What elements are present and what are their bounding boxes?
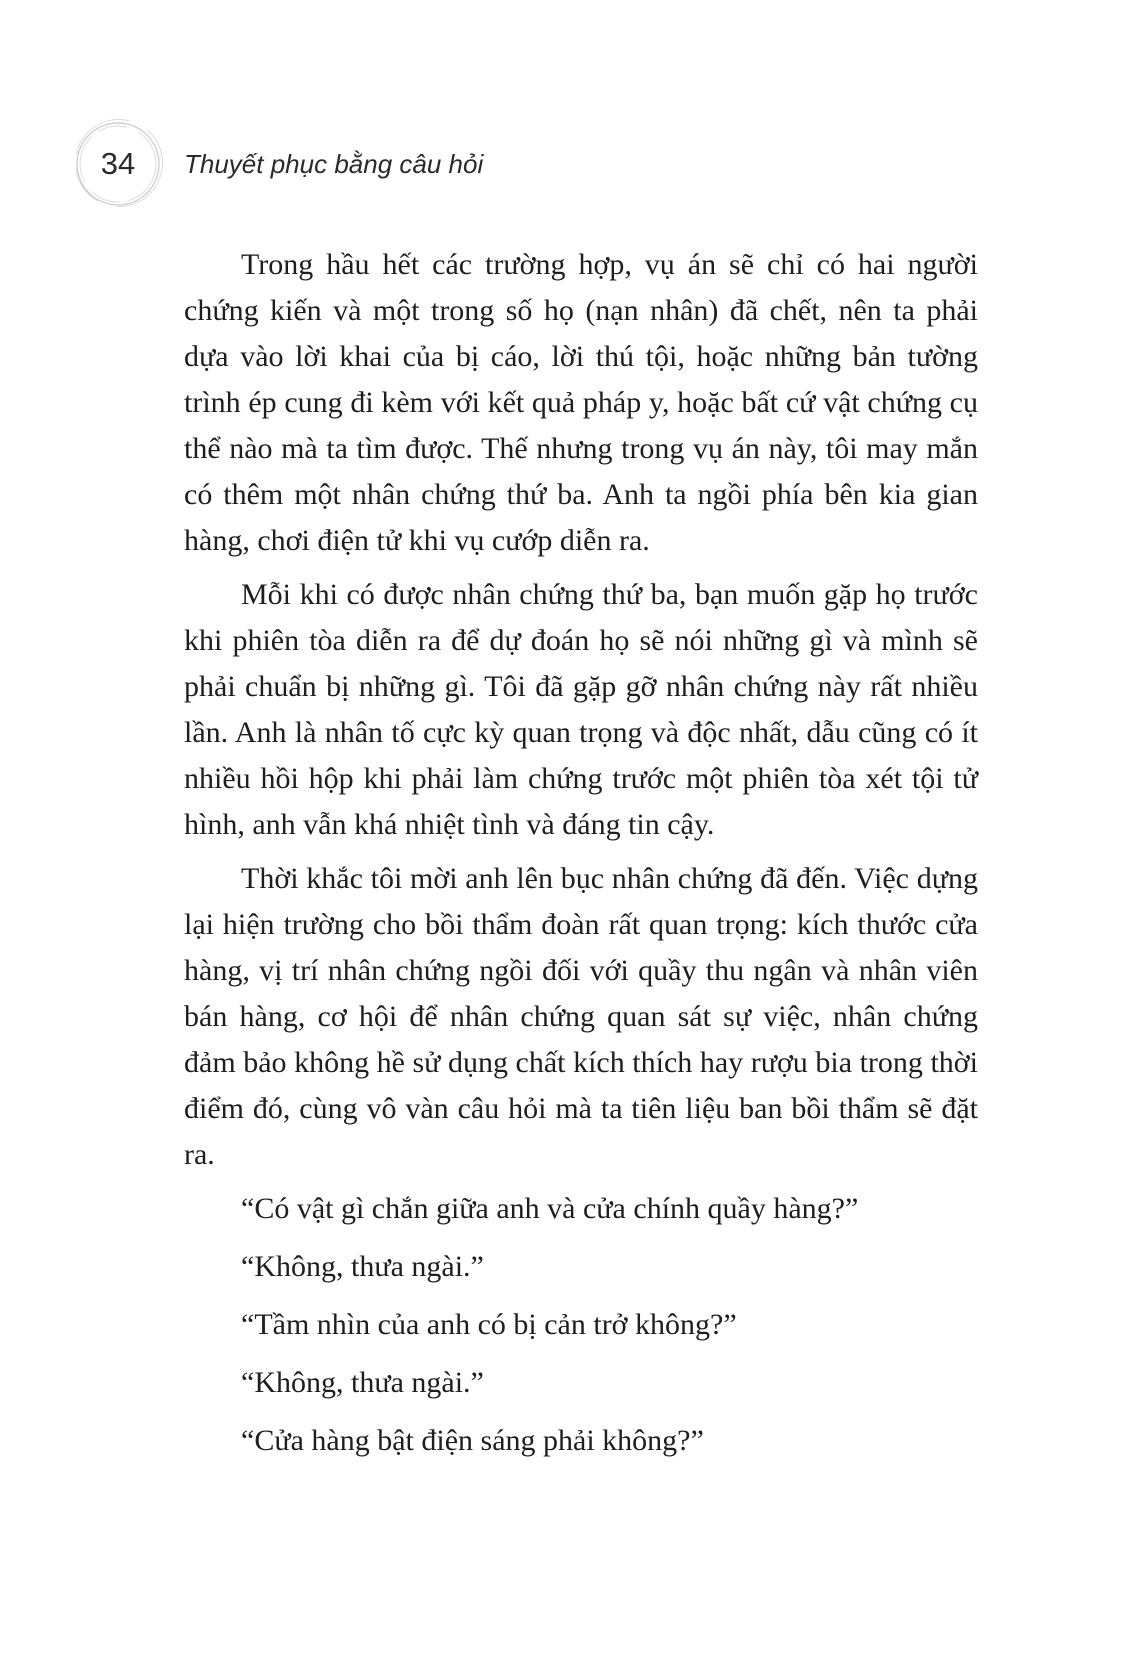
dialogue-line: “Cửa hàng bật điện sáng phải không?”	[241, 1424, 704, 1457]
body-text	[184, 242, 978, 1476]
running-title: Thuyết phục bằng câu hỏi	[184, 149, 484, 179]
dialogue-line: “Tầm nhìn của anh có bị cản trở không?”	[241, 1308, 737, 1341]
dialogue-line: “Không, thưa ngài.”	[241, 1250, 484, 1283]
paragraph: Trong hầu hết các trường hợp, vụ án sẽ chỉ có hai người chứng kiến và một trong số họ (nạn nhân) đã chết, nên ta phải dựa vào lời khai của bị cáo, lời thú tội, hoặc những bản tường trình ép cung đi kèm với kết quả pháp y, hoặc bất cứ vật chứng cụ thể nào mà ta tìm được. Thế nhưng trong vụ án này, tôi may mắn có thêm một nhân chứng thứ ba. Anh ta ngồi phía bên kia gian hàng, chơi điện tử khi vụ cướp diễn ra.	[184, 248, 978, 557]
paragraph: Thời khắc tôi mời anh lên bục nhân chứng đã đến. Việc dựng lại hiện trường cho bồi thẩm đoàn rất quan trọng: kích thước cửa hàng, vị trí nhân chứng ngồi đối với quầy thu ngân và nhân viên bán hàng, cơ hội để nhân chứng quan sát sự việc, nhân chứng đảm bảo không hề sử dụng chất kích thích hay rượu bia trong thời điểm đó, cùng vô vàn câu hỏi mà ta tiên liệu ban bồi thẩm sẽ đặt ra.	[184, 862, 978, 1171]
page-number-badge	[72, 118, 164, 210]
dialogue-line: “Có vật gì chắn giữa anh và cửa chính quầy hàng?”	[241, 1192, 859, 1225]
dialogue-line: “Không, thưa ngài.”	[241, 1366, 484, 1399]
paragraph: Mỗi khi có được nhân chứng thứ ba, bạn muốn gặp họ trước khi phiên tòa diễn ra để dự đoán họ sẽ nói những gì và mình sẽ phải chuẩn bị những gì. Tôi đã gặp gỡ nhân chứng này rất nhiều lần. Anh là nhân tố cực kỳ quan trọng và độc nhất, dẫu cũng có ít nhiều hồi hộp khi phải làm chứng trước một phiên tòa xét tội tử hình, anh vẫn khá nhiệt tình và đáng tin cậy.	[184, 578, 978, 841]
page-number: 34	[100, 146, 136, 181]
